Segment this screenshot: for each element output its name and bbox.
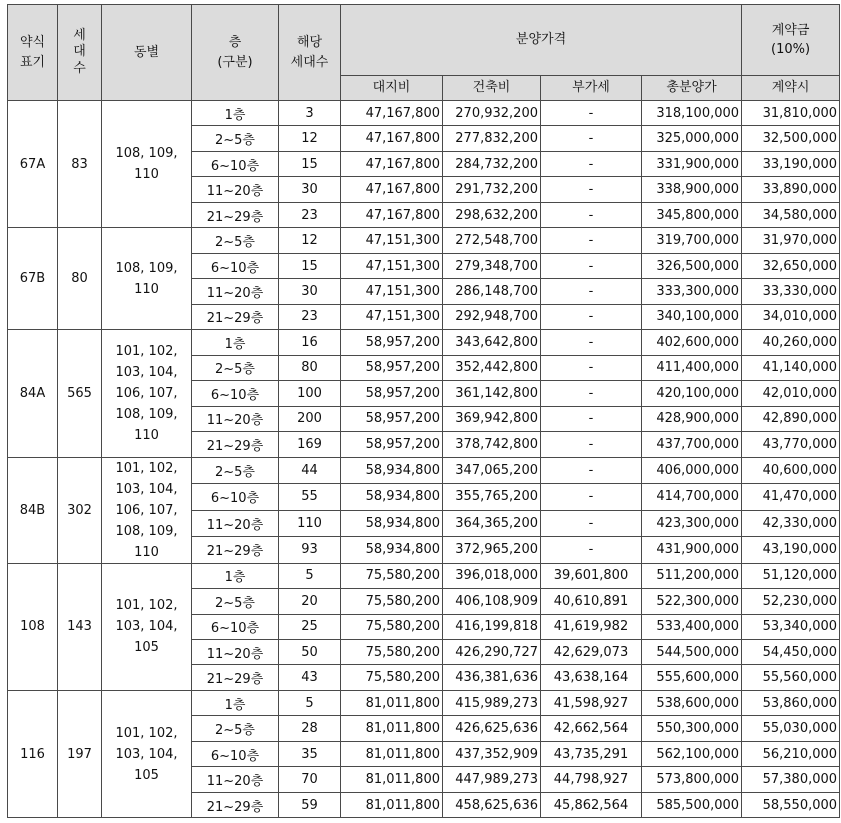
land-price-cell: 47,167,800: [341, 177, 443, 202]
price-table: [7, 4, 840, 818]
unit-count-cell: 30: [279, 177, 341, 202]
vat-cell: -: [541, 381, 642, 406]
land-price-cell: 47,151,300: [341, 253, 443, 278]
vat-cell: 41,598,927: [541, 690, 642, 715]
total-price-cell: 411,400,000: [642, 355, 742, 380]
total-price-cell: 318,100,000: [642, 101, 742, 126]
unit-count-cell: 23: [279, 304, 341, 329]
floor-cell: 6~10층: [192, 151, 279, 176]
land-price-cell: 47,167,800: [341, 101, 443, 126]
land-price-cell: 81,011,800: [341, 741, 443, 766]
type-cell: 116: [8, 690, 58, 817]
buildings-cell: 101, 102, 103, 104, 106, 107, 108, 109, 110: [102, 457, 192, 563]
total-units-cell: 80: [58, 228, 102, 330]
construction-price-cell: 447,989,273: [443, 767, 541, 792]
construction-price-cell: 352,442,800: [443, 355, 541, 380]
header-floor-units: 해당 세대수: [279, 5, 341, 101]
floor-cell: 11~20층: [192, 767, 279, 792]
unit-count-cell: 20: [279, 589, 341, 614]
vat-cell: -: [541, 101, 642, 126]
vat-cell: -: [541, 406, 642, 431]
total-price-cell: 420,100,000: [642, 381, 742, 406]
floor-cell: 11~20층: [192, 177, 279, 202]
type-cell: 84B: [8, 457, 58, 563]
vat-cell: 43,735,291: [541, 741, 642, 766]
type-cell: 108: [8, 563, 58, 690]
unit-count-cell: 23: [279, 202, 341, 227]
construction-price-cell: 291,732,200: [443, 177, 541, 202]
land-price-cell: 58,957,200: [341, 406, 443, 431]
vat-cell: -: [541, 355, 642, 380]
buildings-cell: 101, 102, 103, 104, 105: [102, 690, 192, 817]
total-price-cell: 550,300,000: [642, 716, 742, 741]
floor-cell: 2~5층: [192, 355, 279, 380]
total-price-cell: 319,700,000: [642, 228, 742, 253]
land-price-cell: 75,580,200: [341, 665, 443, 690]
construction-price-cell: 284,732,200: [443, 151, 541, 176]
unit-count-cell: 35: [279, 741, 341, 766]
total-units-cell: 197: [58, 690, 102, 817]
land-price-cell: 58,934,800: [341, 510, 443, 537]
total-price-cell: 402,600,000: [642, 330, 742, 355]
unit-count-cell: 12: [279, 228, 341, 253]
total-units-cell: 143: [58, 563, 102, 690]
land-price-cell: 75,580,200: [341, 614, 443, 639]
total-price-cell: 538,600,000: [642, 690, 742, 715]
unit-count-cell: 70: [279, 767, 341, 792]
land-price-cell: 81,011,800: [341, 716, 443, 741]
construction-price-cell: 426,625,636: [443, 716, 541, 741]
deposit-cell: 54,450,000: [742, 639, 840, 664]
construction-price-cell: 347,065,200: [443, 457, 541, 484]
construction-price-cell: 277,832,200: [443, 126, 541, 151]
land-price-cell: 47,167,800: [341, 126, 443, 151]
construction-price-cell: 279,348,700: [443, 253, 541, 278]
deposit-cell: 42,330,000: [742, 510, 840, 537]
deposit-cell: 42,890,000: [742, 406, 840, 431]
total-price-cell: 585,500,000: [642, 792, 742, 817]
construction-price-cell: 437,352,909: [443, 741, 541, 766]
land-price-cell: 58,934,800: [341, 484, 443, 511]
vat-cell: -: [541, 432, 642, 457]
vat-cell: 45,862,564: [541, 792, 642, 817]
vat-cell: -: [541, 202, 642, 227]
total-price-cell: 431,900,000: [642, 537, 742, 564]
floor-cell: 1층: [192, 563, 279, 588]
deposit-cell: 31,970,000: [742, 228, 840, 253]
unit-count-cell: 15: [279, 253, 341, 278]
vat-cell: -: [541, 330, 642, 355]
buildings-cell: 101, 102, 103, 104, 105: [102, 563, 192, 690]
unit-count-cell: 43: [279, 665, 341, 690]
floor-cell: 6~10층: [192, 484, 279, 511]
deposit-cell: 31,810,000: [742, 101, 840, 126]
deposit-cell: 34,010,000: [742, 304, 840, 329]
construction-price-cell: 292,948,700: [443, 304, 541, 329]
construction-price-cell: 272,548,700: [443, 228, 541, 253]
header-type: 약식 표기: [8, 5, 58, 101]
construction-price-cell: 298,632,200: [443, 202, 541, 227]
construction-price-cell: 270,932,200: [443, 101, 541, 126]
unit-count-cell: 28: [279, 716, 341, 741]
table-header: [8, 5, 840, 101]
deposit-cell: 53,340,000: [742, 614, 840, 639]
deposit-cell: 32,650,000: [742, 253, 840, 278]
construction-price-cell: 372,965,200: [443, 537, 541, 564]
land-price-cell: 75,580,200: [341, 563, 443, 588]
vat-cell: 43,638,164: [541, 665, 642, 690]
total-price-cell: 340,100,000: [642, 304, 742, 329]
total-price-cell: 533,400,000: [642, 614, 742, 639]
header-deposit-group: 계약금 (10%): [742, 5, 840, 76]
type-cell: 84A: [8, 330, 58, 457]
deposit-cell: 52,230,000: [742, 589, 840, 614]
deposit-cell: 41,470,000: [742, 484, 840, 511]
total-price-cell: 437,700,000: [642, 432, 742, 457]
unit-count-cell: 110: [279, 510, 341, 537]
total-price-cell: 423,300,000: [642, 510, 742, 537]
total-price-cell: 511,200,000: [642, 563, 742, 588]
land-price-cell: 58,934,800: [341, 457, 443, 484]
land-price-cell: 75,580,200: [341, 639, 443, 664]
floor-cell: 21~29층: [192, 537, 279, 564]
total-price-cell: 333,300,000: [642, 279, 742, 304]
total-price-cell: 325,000,000: [642, 126, 742, 151]
construction-price-cell: 343,642,800: [443, 330, 541, 355]
header-units: 세 대 수: [58, 5, 102, 101]
vat-cell: -: [541, 484, 642, 511]
construction-price-cell: 406,108,909: [443, 589, 541, 614]
table-row: [8, 457, 840, 484]
total-units-cell: 565: [58, 330, 102, 457]
vat-cell: -: [541, 228, 642, 253]
floor-cell: 21~29층: [192, 792, 279, 817]
header-construction: 건축비: [443, 76, 541, 101]
unit-count-cell: 50: [279, 639, 341, 664]
deposit-cell: 43,190,000: [742, 537, 840, 564]
table-row: [8, 228, 840, 253]
unit-count-cell: 200: [279, 406, 341, 431]
buildings-cell: 101, 102, 103, 104, 106, 107, 108, 109, 110: [102, 330, 192, 457]
floor-cell: 2~5층: [192, 457, 279, 484]
deposit-cell: 51,120,000: [742, 563, 840, 588]
total-price-cell: 555,600,000: [642, 665, 742, 690]
floor-cell: 21~29층: [192, 665, 279, 690]
land-price-cell: 47,151,300: [341, 279, 443, 304]
floor-cell: 6~10층: [192, 381, 279, 406]
floor-cell: 21~29층: [192, 432, 279, 457]
floor-cell: 2~5층: [192, 589, 279, 614]
total-price-cell: 544,500,000: [642, 639, 742, 664]
land-price-cell: 47,151,300: [341, 304, 443, 329]
header-buildings: 동별: [102, 5, 192, 101]
vat-cell: 41,619,982: [541, 614, 642, 639]
header-deposit-when: 계약시: [742, 76, 840, 101]
floor-cell: 6~10층: [192, 741, 279, 766]
unit-count-cell: 169: [279, 432, 341, 457]
deposit-cell: 33,190,000: [742, 151, 840, 176]
deposit-cell: 57,380,000: [742, 767, 840, 792]
vat-cell: -: [541, 510, 642, 537]
type-cell: 67B: [8, 228, 58, 330]
construction-price-cell: 458,625,636: [443, 792, 541, 817]
land-price-cell: 58,957,200: [341, 330, 443, 355]
land-price-cell: 47,151,300: [341, 228, 443, 253]
total-price-cell: 326,500,000: [642, 253, 742, 278]
construction-price-cell: 426,290,727: [443, 639, 541, 664]
total-price-cell: 428,900,000: [642, 406, 742, 431]
land-price-cell: 47,167,800: [341, 202, 443, 227]
land-price-cell: 58,934,800: [341, 537, 443, 564]
floor-cell: 11~20층: [192, 510, 279, 537]
floor-cell: 1층: [192, 101, 279, 126]
floor-cell: 2~5층: [192, 228, 279, 253]
floor-cell: 2~5층: [192, 716, 279, 741]
total-price-cell: 573,800,000: [642, 767, 742, 792]
unit-count-cell: 44: [279, 457, 341, 484]
deposit-cell: 33,890,000: [742, 177, 840, 202]
header-price-group: 분양가격: [341, 5, 742, 76]
header-total: 총분양가: [642, 76, 742, 101]
table-body: [8, 101, 840, 818]
total-price-cell: 331,900,000: [642, 151, 742, 176]
vat-cell: -: [541, 177, 642, 202]
construction-price-cell: 416,199,818: [443, 614, 541, 639]
land-price-cell: 81,011,800: [341, 690, 443, 715]
construction-price-cell: 361,142,800: [443, 381, 541, 406]
deposit-cell: 43,770,000: [742, 432, 840, 457]
buildings-cell: 108, 109, 110: [102, 228, 192, 330]
floor-cell: 11~20층: [192, 639, 279, 664]
total-price-cell: 338,900,000: [642, 177, 742, 202]
unit-count-cell: 25: [279, 614, 341, 639]
type-cell: 67A: [8, 101, 58, 228]
deposit-cell: 42,010,000: [742, 381, 840, 406]
total-price-cell: 522,300,000: [642, 589, 742, 614]
land-price-cell: 47,167,800: [341, 151, 443, 176]
total-price-cell: 406,000,000: [642, 457, 742, 484]
land-price-cell: 58,957,200: [341, 432, 443, 457]
floor-cell: 11~20층: [192, 279, 279, 304]
unit-count-cell: 55: [279, 484, 341, 511]
floor-cell: 11~20층: [192, 406, 279, 431]
unit-count-cell: 15: [279, 151, 341, 176]
header-floor: 층 (구분): [192, 5, 279, 101]
unit-count-cell: 16: [279, 330, 341, 355]
floor-cell: 6~10층: [192, 253, 279, 278]
table-row: [8, 101, 840, 126]
table-row: [8, 563, 840, 588]
construction-price-cell: 415,989,273: [443, 690, 541, 715]
deposit-cell: 55,030,000: [742, 716, 840, 741]
total-price-cell: 414,700,000: [642, 484, 742, 511]
deposit-cell: 55,560,000: [742, 665, 840, 690]
vat-cell: -: [541, 457, 642, 484]
unit-count-cell: 80: [279, 355, 341, 380]
construction-price-cell: 396,018,000: [443, 563, 541, 588]
deposit-cell: 58,550,000: [742, 792, 840, 817]
deposit-cell: 34,580,000: [742, 202, 840, 227]
table-row: [8, 690, 840, 715]
floor-cell: 6~10층: [192, 614, 279, 639]
deposit-cell: 53,860,000: [742, 690, 840, 715]
vat-cell: -: [541, 253, 642, 278]
table-row: [8, 330, 840, 355]
vat-cell: 40,610,891: [541, 589, 642, 614]
unit-count-cell: 59: [279, 792, 341, 817]
total-units-cell: 302: [58, 457, 102, 563]
header-vat: 부가세: [541, 76, 642, 101]
floor-cell: 2~5층: [192, 126, 279, 151]
construction-price-cell: 364,365,200: [443, 510, 541, 537]
deposit-cell: 56,210,000: [742, 741, 840, 766]
vat-cell: 39,601,800: [541, 563, 642, 588]
unit-count-cell: 5: [279, 563, 341, 588]
vat-cell: 44,798,927: [541, 767, 642, 792]
deposit-cell: 40,260,000: [742, 330, 840, 355]
deposit-cell: 41,140,000: [742, 355, 840, 380]
total-price-cell: 345,800,000: [642, 202, 742, 227]
vat-cell: 42,662,564: [541, 716, 642, 741]
unit-count-cell: 12: [279, 126, 341, 151]
floor-cell: 21~29층: [192, 304, 279, 329]
land-price-cell: 81,011,800: [341, 767, 443, 792]
unit-count-cell: 5: [279, 690, 341, 715]
unit-count-cell: 100: [279, 381, 341, 406]
vat-cell: -: [541, 151, 642, 176]
floor-cell: 21~29층: [192, 202, 279, 227]
construction-price-cell: 369,942,800: [443, 406, 541, 431]
header-land: 대지비: [341, 76, 443, 101]
unit-count-cell: 93: [279, 537, 341, 564]
construction-price-cell: 286,148,700: [443, 279, 541, 304]
vat-cell: -: [541, 126, 642, 151]
vat-cell: -: [541, 279, 642, 304]
land-price-cell: 58,957,200: [341, 381, 443, 406]
total-price-cell: 562,100,000: [642, 741, 742, 766]
total-units-cell: 83: [58, 101, 102, 228]
construction-price-cell: 436,381,636: [443, 665, 541, 690]
deposit-cell: 40,600,000: [742, 457, 840, 484]
land-price-cell: 75,580,200: [341, 589, 443, 614]
land-price-cell: 58,957,200: [341, 355, 443, 380]
vat-cell: -: [541, 304, 642, 329]
unit-count-cell: 30: [279, 279, 341, 304]
land-price-cell: 81,011,800: [341, 792, 443, 817]
floor-cell: 1층: [192, 330, 279, 355]
floor-cell: 1층: [192, 690, 279, 715]
vat-cell: -: [541, 537, 642, 564]
buildings-cell: 108, 109, 110: [102, 101, 192, 228]
construction-price-cell: 378,742,800: [443, 432, 541, 457]
vat-cell: 42,629,073: [541, 639, 642, 664]
construction-price-cell: 355,765,200: [443, 484, 541, 511]
unit-count-cell: 3: [279, 101, 341, 126]
deposit-cell: 32,500,000: [742, 126, 840, 151]
deposit-cell: 33,330,000: [742, 279, 840, 304]
